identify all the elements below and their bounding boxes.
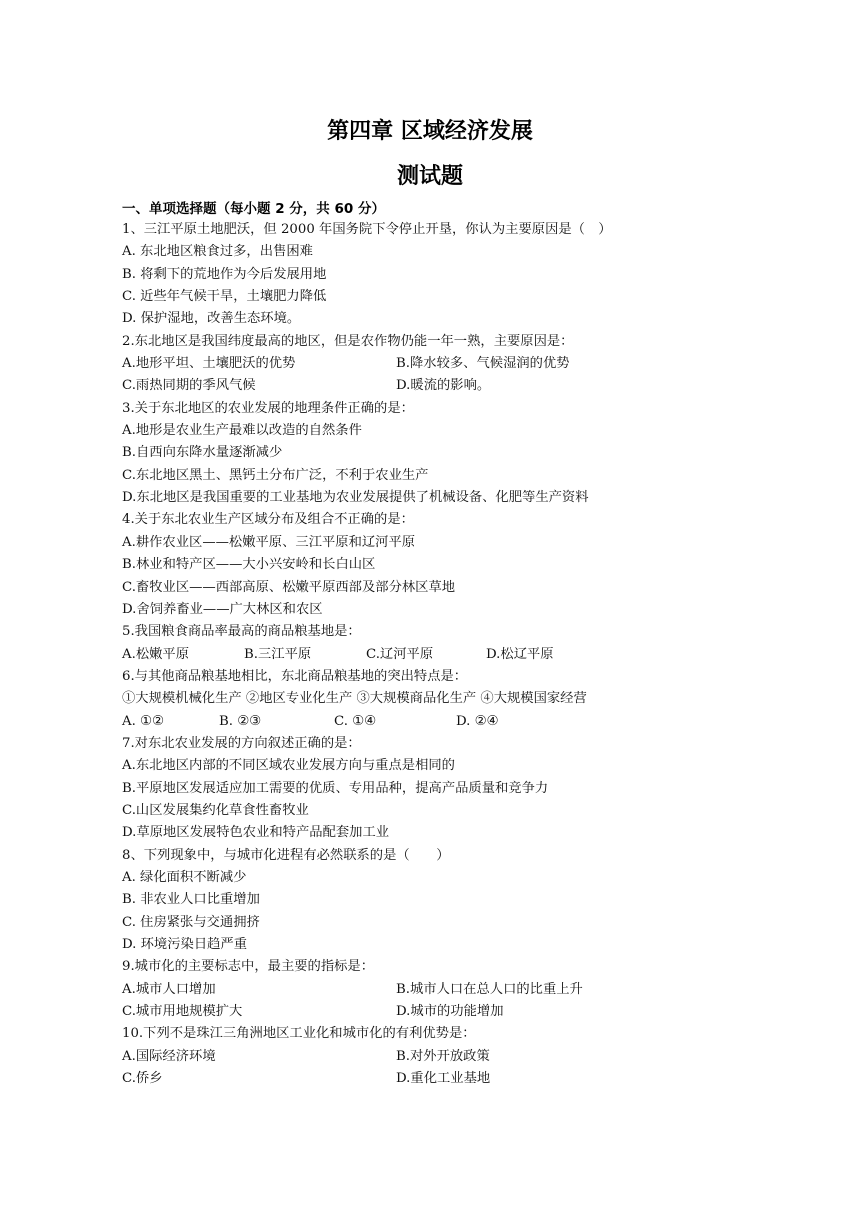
option-text: A. 东北地区粮食过多，出售困难 (122, 244, 313, 260)
option-text: B.三江平原 (244, 646, 312, 662)
option-row (122, 1046, 762, 1068)
option-text: D. 环境污染日趋严重 (122, 937, 248, 952)
question-stem: 1、三江平原土地肥沃，但 2000 年国务院下令停止开垦，你认为主要原因是（ ） (122, 222, 612, 237)
option-row (122, 353, 762, 375)
option-row (122, 778, 762, 800)
option-row (122, 577, 762, 599)
option-text: ①大规模机械化生产 ②地区专业化生产 ③大规模商品化生产 ④大规模国家经营 (122, 691, 587, 707)
option-text: D. 保护湿地，改善生态环境。 (122, 311, 301, 327)
option-text: B. 非农业人口比重增加 (122, 892, 260, 908)
option-row (122, 800, 762, 822)
option-row (122, 934, 762, 956)
question-stem: 6.与其他商品粮基地相比，东北商品粮基地的突出特点是： (122, 668, 468, 684)
option-row (122, 979, 762, 1001)
option-row (122, 420, 762, 442)
section-heading: 一、单项选择题（每小题 2 分，共 60 分） (122, 201, 385, 217)
option-row (122, 755, 762, 777)
option-row (122, 241, 762, 263)
option-text: A.地形是农业生产最难以改造的自然条件 (122, 423, 362, 439)
option-text: B.自西向东降水量逐渐减少 (122, 445, 283, 461)
option-text: C.山区发展集约化草食性畜牧业 (122, 802, 309, 818)
page-title: 第四章 区域经济发展 (327, 119, 533, 144)
option-text: A.地形平坦、土壤肥沃的优势 (122, 356, 296, 372)
question-stem: 4.关于东北农业生产区域分布及组合不正确的是： (122, 512, 414, 528)
option-text: C.辽河平原 (366, 646, 434, 662)
option-text: B.城市人口在总人口的比重上升 (396, 981, 583, 997)
option-row (122, 554, 762, 576)
option-row (122, 308, 762, 330)
option-text: D.舍饲养畜业——广大林区和农区 (122, 601, 323, 617)
option-text: C.畜牧业区——西部高原、松嫩平原西部及部分林区草地 (122, 579, 456, 595)
option-text: B. ②③ (219, 713, 262, 729)
option-text: C. 住房紧张与交通拥挤 (122, 914, 260, 930)
question-stem: 10.下列不是珠江三角洲地区工业化和城市化的有利优势是： (122, 1026, 476, 1042)
option-row (122, 286, 762, 308)
option-row (122, 442, 762, 464)
option-text: A.国际经济环境 (122, 1048, 216, 1064)
option-row (122, 1068, 762, 1090)
option-text: A. 绿化面积不断减少 (122, 869, 247, 885)
option-row (122, 822, 762, 844)
option-row (122, 375, 762, 397)
question-list (122, 219, 762, 1090)
option-text: C.雨热同期的季风气候 (122, 378, 256, 394)
option-text: D.草原地区发展特色农业和特产品配套加工业 (122, 825, 390, 841)
option-text: C. 近些年气候干旱，土壤肥力降低 (122, 289, 327, 305)
option-text: D.暖流的影响。 (396, 378, 491, 394)
option-row (122, 487, 762, 509)
option-row (122, 711, 762, 733)
option-text: D.松辽平原 (486, 646, 554, 662)
option-row (122, 532, 762, 554)
option-row (122, 465, 762, 487)
option-row (122, 1001, 762, 1023)
option-row (122, 688, 762, 710)
option-text: D.重化工业基地 (396, 1071, 491, 1087)
option-text: D. ②④ (456, 713, 499, 729)
option-row (122, 264, 762, 286)
question-stem: 8、下列现象中，与城市化进程有必然联系的是（ ） (122, 847, 450, 863)
option-text: B.林业和特产区——大小兴安岭和长白山区 (122, 557, 376, 573)
question-stem: 9.城市化的主要标志中，最主要的指标是： (122, 959, 375, 975)
option-text: C. ①④ (334, 713, 376, 729)
option-text: A.东北地区内部的不同区域农业发展方向与重点是相同的 (122, 758, 455, 774)
option-text: B.平原地区发展适应加工需要的优质、专用品种，提高产品质量和竞争力 (122, 780, 549, 796)
option-row (122, 644, 762, 666)
option-text: A.城市人口增加 (122, 981, 216, 997)
option-row (122, 912, 762, 934)
option-text: C.城市用地规模扩大 (122, 1004, 243, 1020)
option-row (122, 867, 762, 889)
option-text: D.城市的功能增加 (396, 1004, 504, 1020)
question-stem: 3.关于东北地区的农业发展的地理条件正确的是： (122, 400, 414, 416)
option-text: B.对外开放政策 (396, 1048, 490, 1064)
option-text: D.东北地区是我国重要的工业基地为农业发展提供了机械设备、化肥等生产资料 (122, 490, 589, 506)
option-text: C.侨乡 (122, 1071, 163, 1087)
page-subtitle: 测试题 (396, 164, 463, 189)
option-text: A.松嫩平原 (122, 646, 190, 662)
question-stem: 5.我国粮食商品率最高的商品粮基地是： (122, 624, 361, 640)
question-stem: 7.对东北农业发展的方向叙述正确的是： (122, 735, 361, 751)
question-stem: 2.东北地区是我国纬度最高的地区，但是农作物仍能一年一熟，主要原因是： (122, 333, 574, 349)
option-text: B.降水较多、气候湿润的优势 (396, 356, 570, 372)
option-text: C.东北地区黑土、黑钙土分布广泛，不利于农业生产 (122, 467, 429, 483)
option-text: A. ①② (122, 713, 164, 729)
option-text: B. 将剩下的荒地作为今后发展用地 (122, 266, 327, 282)
option-text: A.耕作农业区——松嫩平原、三江平原和辽河平原 (122, 534, 416, 550)
option-row (122, 599, 762, 621)
option-row (122, 889, 762, 911)
